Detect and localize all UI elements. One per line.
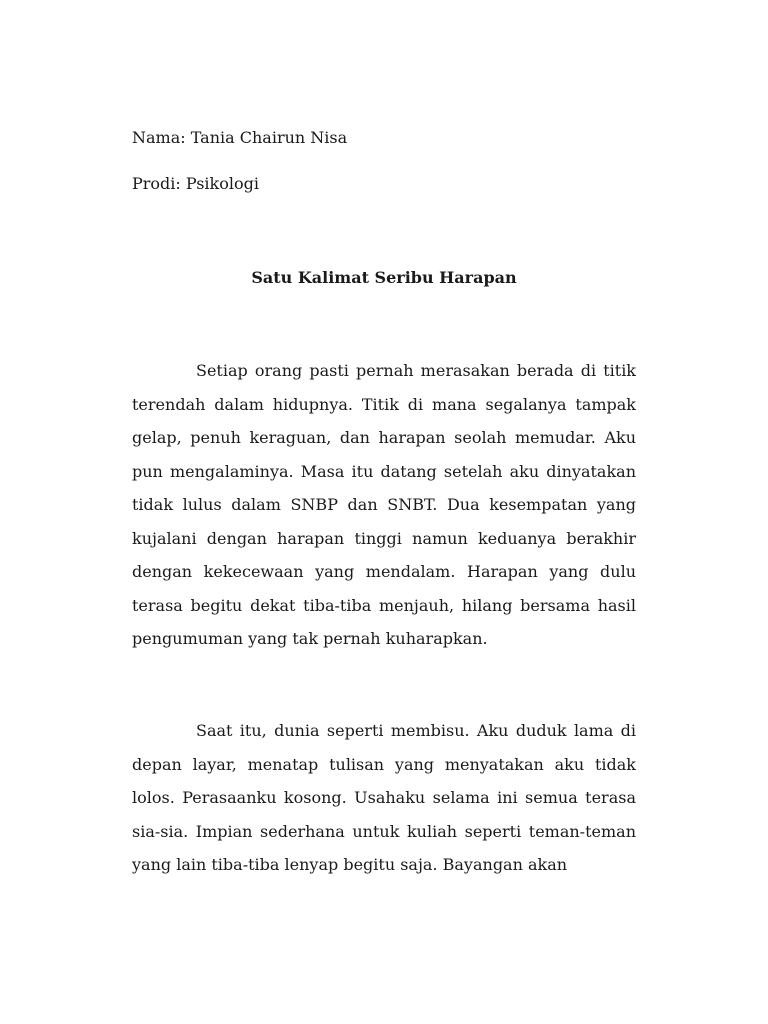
essay-title: Satu Kalimat Seribu Harapan [251,268,517,287]
paragraph-2: Saat itu, dunia seperti membisu. Aku duduk lama di depan layar, menatap tulisan yang menyatakan aku tidak lolos. Perasaanku kosong. Usahaku selama ini semua terasa sia-sia. Impian sederhana untuk kuliah seperti teman-teman yang lain tiba-tiba lenyap begitu saja. Bayangan akan [132,721,636,874]
student-name: Nama: Tania Chairun Nisa [132,128,348,147]
study-program: Prodi: Psikologi [132,174,259,193]
paragraph-1: Setiap orang pasti pernah merasakan berada di titik terendah dalam hidupnya. Titik di mana segalanya tampak gelap, penuh keraguan, dan harapan seolah memudar. Aku pun mengalaminya. Masa itu datang setelah aku dinyatakan tidak lulus dalam SNBP dan SNBT. Dua kesempatan yang kujalani dengan harapan tinggi namun keduanya berakhir dengan kekecewaan yang mendalam. Harapan yang dulu terasa begitu dekat tiba-tiba menjauh, hilang bersama hasil pengumuman yang tak pernah kuharapkan. [132,361,636,648]
